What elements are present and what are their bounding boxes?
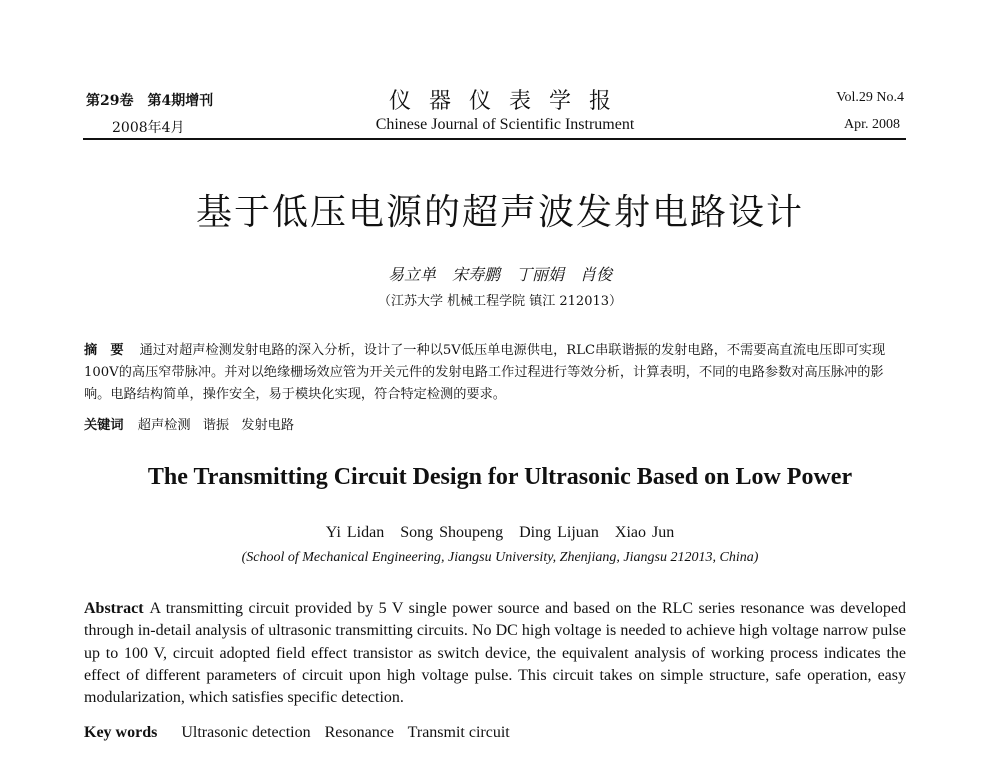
keywords-label-cn: 关键词 [84, 418, 124, 433]
abstract-en [84, 598, 906, 709]
paper-title-cn: 基于低压电源的超声波发射电路设计 [195, 192, 804, 233]
journal-name-en: Chinese Journal of Scientific Instrument [375, 116, 635, 133]
keyword-cn: 超声检测 [137, 418, 191, 433]
keyword-en: Resonance [324, 724, 394, 741]
abstract-label-cn: 摘 要 [84, 343, 124, 358]
keyword-cn: 谐振 [202, 418, 230, 433]
keywords-cn [84, 414, 302, 433]
author-name: Song Shoupeng [400, 524, 504, 541]
journal-name-cn: 仪器仪表学报 [388, 89, 629, 114]
author-name: Yi Lidan [325, 524, 385, 541]
keyword-en: Ultrasonic detection [181, 724, 311, 741]
keywords-en [84, 724, 520, 742]
abstract-text-en: A transmitting circuit provided by 5 V single power source and based on the RLC series resonance was developed through in-detail analysis of ultrasonic transmitting circuits. No DC high voltage is needed to achieve high voltage narrow pulse up to 100 V, circuit adopted field effect transistor as switch device, the equivalent analysis of working process indicates the effect of different parameters of circuit upon high voltage pulse. This circuit takes on simple structure, safe operation, easy modularization, which satisfies specific detection. [84, 600, 906, 707]
header-divider [83, 138, 906, 140]
paper-title-en: The Transmitting Circuit Design for Ultrasonic Based on Low Power [147, 464, 853, 490]
affiliation-en: (School of Mechanical Engineering, Jiangsu University, Zhenjiang, Jiangsu 212013, China) [241, 550, 759, 565]
author-name: Ding Lijuan [519, 524, 599, 541]
date-en: Apr. 2008 [844, 117, 900, 132]
date-cn: 2008年4月 [112, 120, 185, 136]
authors-en [0, 524, 1000, 542]
abstract-label-en: Abstract [84, 600, 144, 617]
abstract-cn [84, 340, 906, 406]
keywords-label-en: Key words [84, 724, 158, 741]
volume-issue-en: Vol.29 No.4 [836, 90, 904, 105]
keyword-cn: 发射电路 [241, 418, 295, 433]
author-name: Xiao Jun [614, 524, 675, 541]
affiliation-cn: （江苏大学 机械工程学院 镇江 212013） [377, 294, 623, 309]
volume-issue-cn: 第29卷 第4期增刊 [86, 93, 214, 109]
keyword-en: Transmit circuit [407, 724, 510, 741]
abstract-text-cn: 通过对超声检测发射电路的深入分析，设计了一种以5V低压单电源供电，RLC串联谐振的发射电路，不需要高直流电压即可实现100V的高压窄带脉冲。并对以绝缘栅场效应管为开关元件的发射电路工作过程进行等效分析，计算表明，不同的电路参数对高压脉冲的影响。电路结构简单，操作安全，易于模块化实现，符合特定检测的要求。 [84, 343, 886, 402]
authors-cn: 易立单 宋寿鹏 丁丽娟 肖俊 [387, 265, 612, 284]
